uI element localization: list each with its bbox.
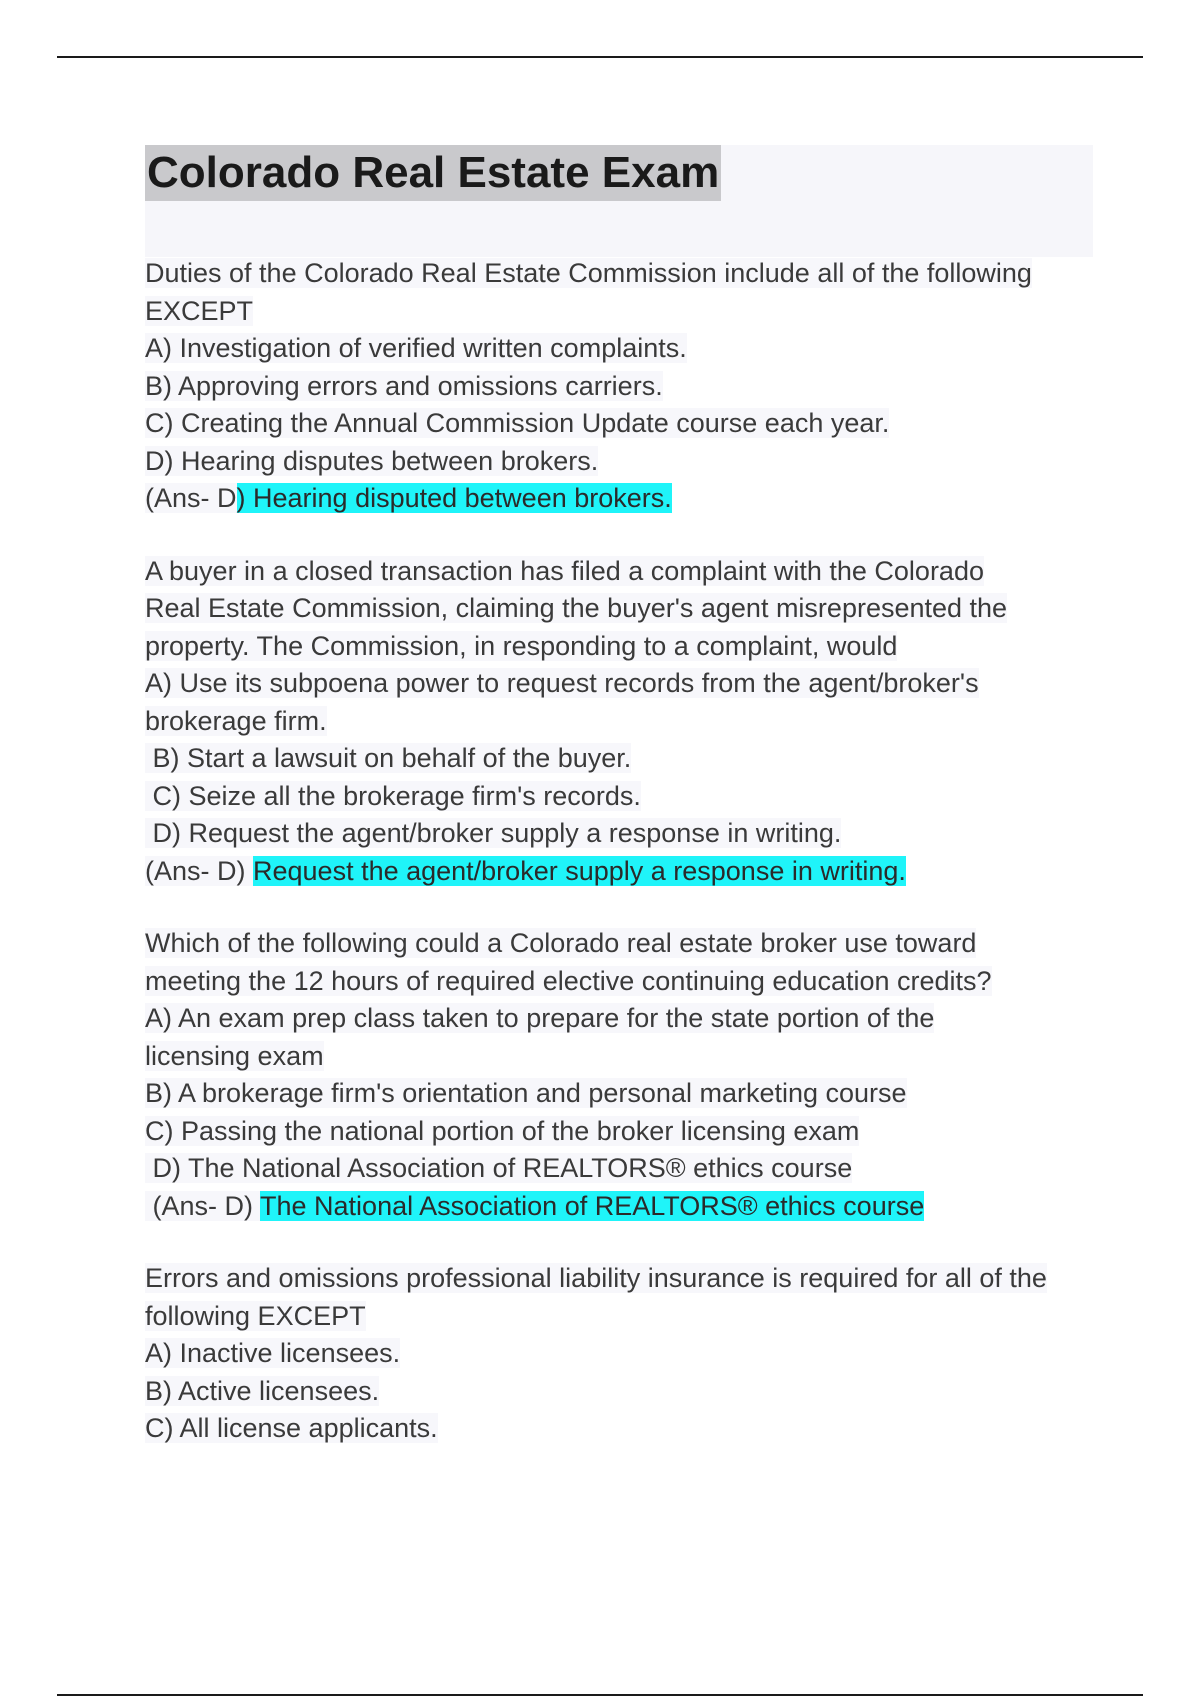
answer-line: [145, 853, 1105, 891]
title-block: [145, 145, 1093, 257]
question-line: Real Estate Commission, claiming the buyer's agent misrepresented the: [145, 593, 1008, 623]
option-line: C) Creating the Annual Commission Update course each year.: [145, 408, 890, 438]
option-line: B) Approving errors and omissions carriers.: [145, 370, 663, 401]
option-line: B) A brokerage firm's orientation and personal marketing course: [145, 1078, 907, 1108]
option-line: C) Seize all the brokerage firm's records.: [145, 780, 641, 811]
option-line: B) Active licensees.: [145, 1375, 380, 1406]
answer-line: [145, 1188, 1105, 1226]
question-2: [145, 553, 1105, 891]
answer-highlight: ) Hearing disputed between brokers.: [236, 483, 672, 513]
option-line: C) Passing the national portion of the broker licensing exam: [145, 1115, 860, 1146]
question-3: [145, 925, 1105, 1225]
bottom-rule: [57, 1694, 1143, 1696]
question-line: EXCEPT: [145, 295, 254, 326]
question-1: [145, 255, 1105, 518]
question-line: following EXCEPT: [145, 1300, 366, 1331]
option-line: A) An exam prep class taken to prepare for the state portion of the: [145, 1003, 935, 1033]
option-line: A) Investigation of verified written complaints.: [145, 333, 687, 363]
option-line: D) Hearing disputes between brokers.: [145, 445, 599, 476]
document-body: [145, 255, 1105, 1483]
answer-line: [145, 480, 1105, 518]
question-line: A buyer in a closed transaction has filed a complaint with the Colorado: [145, 555, 984, 586]
option-line: D) Request the agent/broker supply a response in writing.: [145, 818, 842, 848]
answer-prefix: (Ans- D): [145, 1190, 261, 1221]
option-line: D) The National Association of REALTORS® ethics course: [145, 1153, 853, 1183]
question-4: [145, 1260, 1105, 1448]
document-title: Colorado Real Estate Exam: [145, 145, 721, 201]
answer-prefix: (Ans- D: [145, 483, 237, 513]
option-line: A) Use its subpoena power to request records from the agent/broker's: [145, 668, 979, 698]
option-line: C) All license applicants.: [145, 1413, 438, 1443]
top-rule: [57, 56, 1143, 58]
option-line: licensing exam: [145, 1040, 324, 1071]
option-line: A) Inactive licensees.: [145, 1338, 401, 1368]
question-line: Which of the following could a Colorado real estate broker use toward: [145, 928, 977, 958]
question-line: Errors and omissions professional liability insurance is required for all of the: [145, 1263, 1047, 1293]
answer-highlight: Request the agent/broker supply a response in writing.: [253, 855, 906, 886]
option-line: B) Start a lawsuit on behalf of the buyer.: [145, 743, 632, 773]
question-line: Duties of the Colorado Real Estate Commission include all of the following: [145, 258, 1032, 288]
answer-highlight: The National Association of REALTORS® ethics course: [260, 1190, 925, 1221]
option-line: brokerage firm.: [145, 705, 327, 736]
question-line: meeting the 12 hours of required elective continuing education credits?: [145, 965, 992, 996]
answer-prefix: (Ans- D): [145, 855, 253, 886]
question-line: property. The Commission, in responding to a complaint, would: [145, 630, 898, 661]
